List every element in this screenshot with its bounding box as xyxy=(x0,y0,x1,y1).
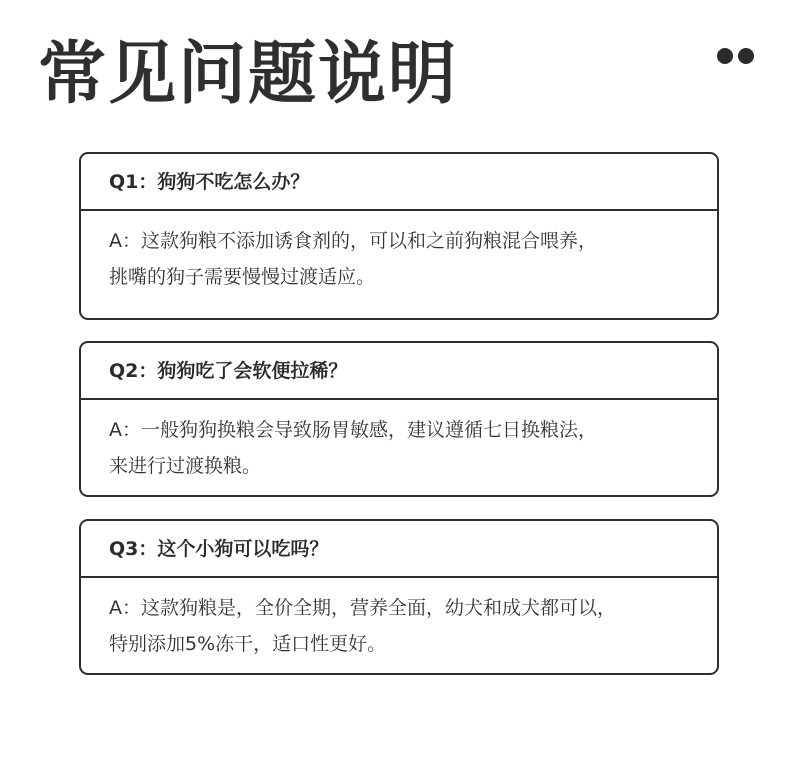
page-title: 常见问题说明 xyxy=(38,35,459,114)
faq-card-3 xyxy=(79,519,719,675)
faq-answer-3 xyxy=(81,578,717,662)
faq-answer-1-line-2: 挑嘴的狗子需要慢慢过渡适应。 xyxy=(109,266,376,288)
faq-answer-3-line-2: 特别添加5%冻干，适口性更好。 xyxy=(109,633,387,655)
faq-answer-1-line-1: A：这款狗粮不添加诱食剂的，可以和之前狗粮混合喂养， xyxy=(109,230,597,252)
more-dots-icon xyxy=(717,48,759,66)
faq-answer-2-line-2: 来进行过渡换粮。 xyxy=(109,455,262,477)
faq-answer-3-line-1: A：这款狗粮是，全价全期，营养全面，幼犬和成犬都可以， xyxy=(109,597,616,619)
faq-answer-2 xyxy=(81,400,717,484)
faq-question-1: Q1：狗狗不吃怎么办？ xyxy=(81,154,717,211)
faq-answer-2-line-1: A：一般狗狗换粮会导致肠胃敏感，建议遵循七日换粮法， xyxy=(109,419,597,441)
faq-card-2 xyxy=(79,341,719,497)
faq-question-3: Q3：这个小狗可以吃吗？ xyxy=(81,521,717,578)
faq-question-2: Q2：狗狗吃了会软便拉稀？ xyxy=(81,343,717,400)
faq-answer-1 xyxy=(81,211,717,295)
faq-card-1 xyxy=(79,152,719,320)
